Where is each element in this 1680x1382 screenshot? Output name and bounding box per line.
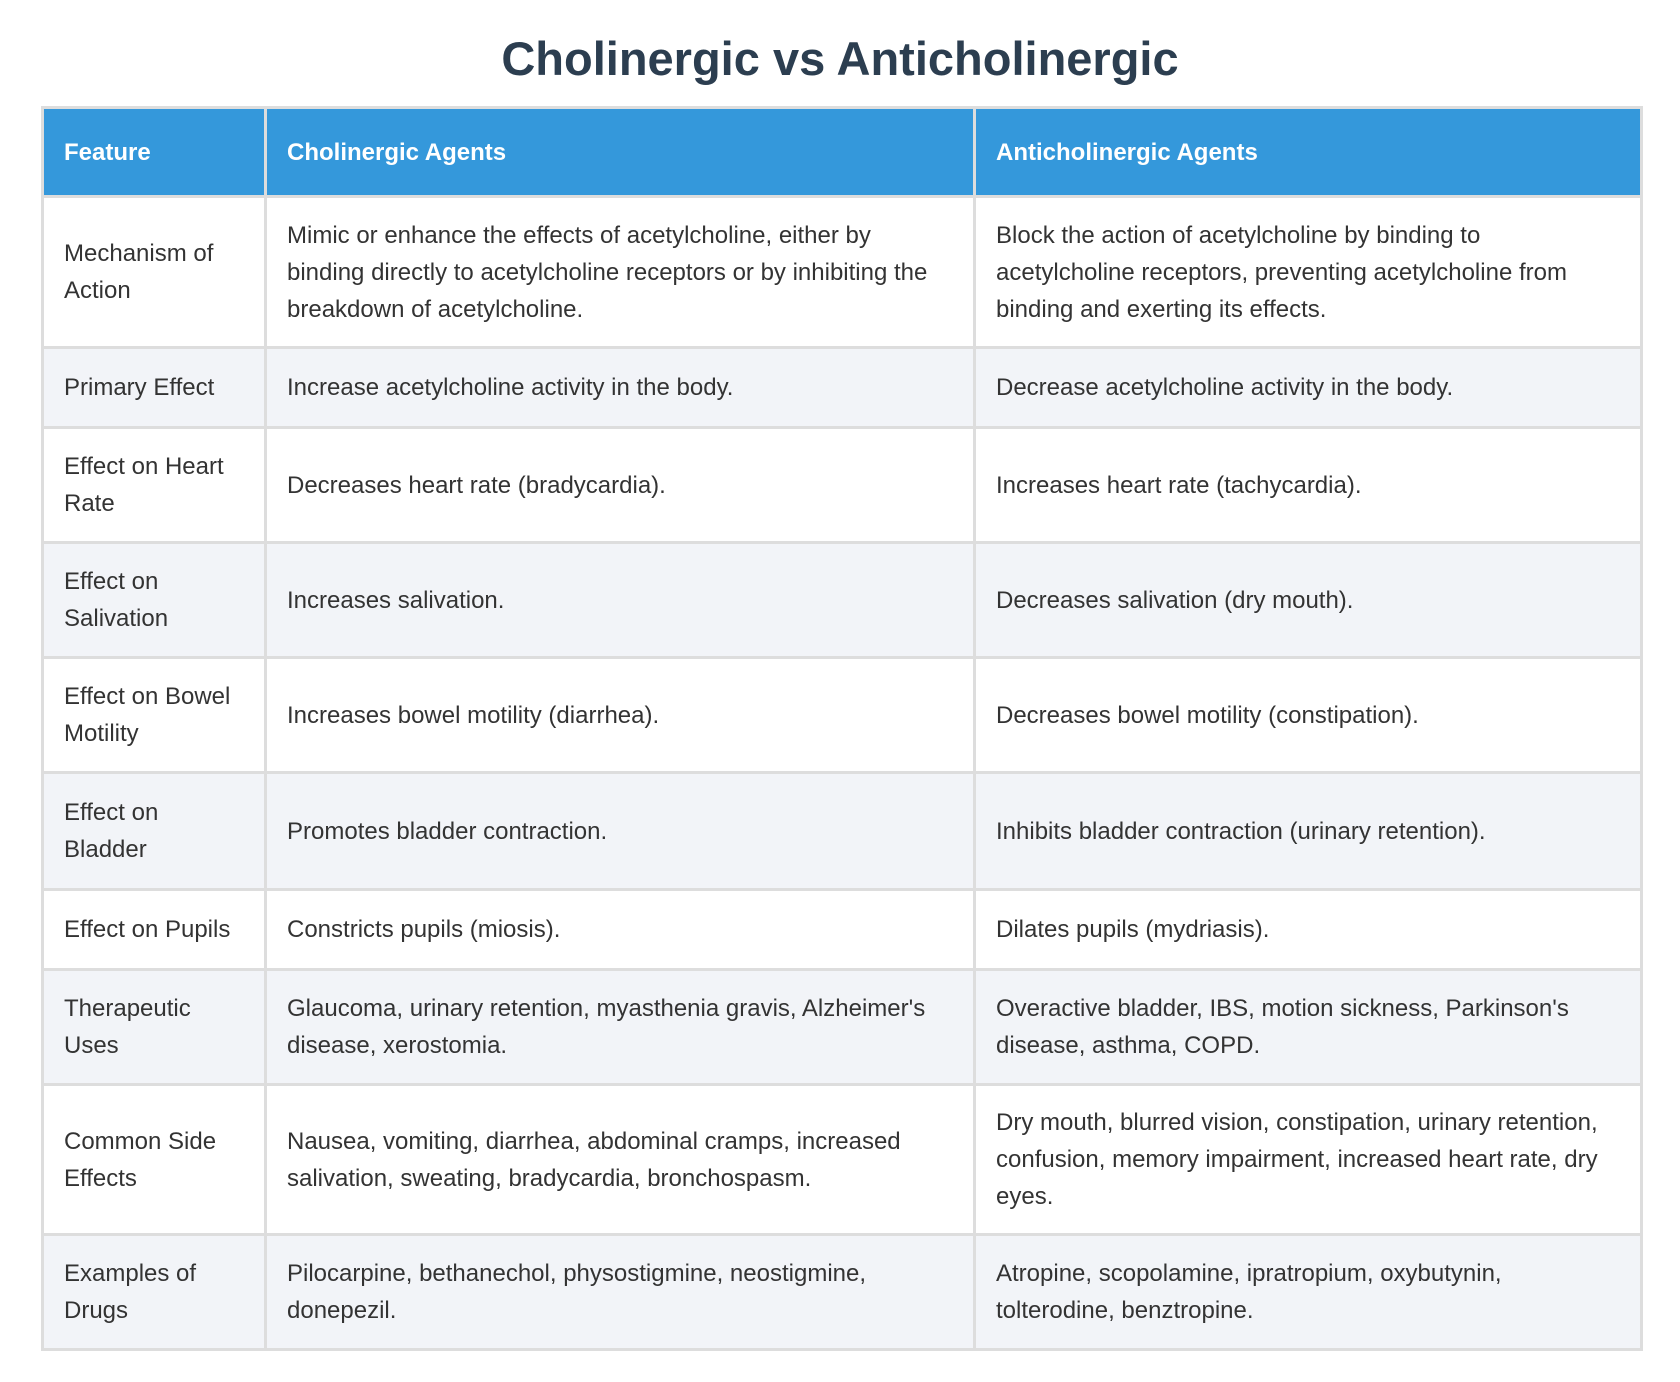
- anticholinergic-cell: Block the action of acetylcholine by binding to acetylcholine receptors, preventing acetylcholine from binding and exerting its effects.: [975, 197, 1642, 348]
- table-row: [43, 1085, 1642, 1235]
- anticholinergic-cell: Decreases bowel motility (constipation).: [975, 658, 1642, 773]
- cholinergic-cell: Mimic or enhance the effects of acetylcholine, either by binding directly to acetylcholine receptors or by inhibiting the breakdown of acetylcholine.: [266, 197, 975, 348]
- feature-cell: Effect on Salivation: [43, 543, 266, 658]
- anticholinergic-cell: Dilates pupils (mydriasis).: [975, 890, 1642, 970]
- feature-cell: Mechanism of Action: [43, 197, 266, 348]
- table-row: [43, 970, 1642, 1085]
- page-title: Cholinergic vs Anticholinergic: [501, 32, 1179, 85]
- feature-cell: Common Side Effects: [43, 1085, 266, 1235]
- header-feature: Feature: [43, 108, 266, 197]
- table-row: [43, 658, 1642, 773]
- feature-cell: Effect on Pupils: [43, 890, 266, 970]
- cholinergic-cell: Nausea, vomiting, diarrhea, abdominal cramps, increased salivation, sweating, bradycardia, bronchospasm.: [266, 1085, 975, 1235]
- cholinergic-cell: Increases salivation.: [266, 543, 975, 658]
- anticholinergic-cell: Decrease acetylcholine activity in the body.: [975, 348, 1642, 428]
- feature-cell: Effect on Bladder: [43, 773, 266, 890]
- feature-cell: Effect on Bowel Motility: [43, 658, 266, 773]
- anticholinergic-cell: Overactive bladder, IBS, motion sickness, Parkinson's disease, asthma, COPD.: [975, 970, 1642, 1085]
- table-header-row: [43, 108, 1642, 197]
- cholinergic-cell: Promotes bladder contraction.: [266, 773, 975, 890]
- table-row: [43, 890, 1642, 970]
- anticholinergic-cell: Inhibits bladder contraction (urinary retention).: [975, 773, 1642, 890]
- feature-cell: Therapeutic Uses: [43, 970, 266, 1085]
- comparison-table: [41, 106, 1643, 1351]
- anticholinergic-cell: Decreases salivation (dry mouth).: [975, 543, 1642, 658]
- cholinergic-cell: Increases bowel motility (diarrhea).: [266, 658, 975, 773]
- anticholinergic-cell: Atropine, scopolamine, ipratropium, oxybutynin, tolterodine, benztropine.: [975, 1235, 1642, 1350]
- table-row: [43, 1235, 1642, 1350]
- cholinergic-cell: Pilocarpine, bethanechol, physostigmine, neostigmine, donepezil.: [266, 1235, 975, 1350]
- anticholinergic-cell: Increases heart rate (tachycardia).: [975, 428, 1642, 543]
- header-cholinergic: Cholinergic Agents: [266, 108, 975, 197]
- header-anticholinergic: Anticholinergic Agents: [975, 108, 1642, 197]
- feature-cell: Examples of Drugs: [43, 1235, 266, 1350]
- cholinergic-cell: Increase acetylcholine activity in the body.: [266, 348, 975, 428]
- feature-cell: Effect on Heart Rate: [43, 428, 266, 543]
- cholinergic-cell: Constricts pupils (miosis).: [266, 890, 975, 970]
- cholinergic-cell: Decreases heart rate (bradycardia).: [266, 428, 975, 543]
- anticholinergic-cell: Dry mouth, blurred vision, constipation, urinary retention, confusion, memory impairment, increased heart rate, dry eyes.: [975, 1085, 1642, 1235]
- table-row: [43, 197, 1642, 348]
- cholinergic-cell: Glaucoma, urinary retention, myasthenia gravis, Alzheimer's disease, xerostomia.: [266, 970, 975, 1085]
- table-row: [43, 428, 1642, 543]
- table-row: [43, 543, 1642, 658]
- table-row: [43, 348, 1642, 428]
- feature-cell: Primary Effect: [43, 348, 266, 428]
- table-row: [43, 773, 1642, 890]
